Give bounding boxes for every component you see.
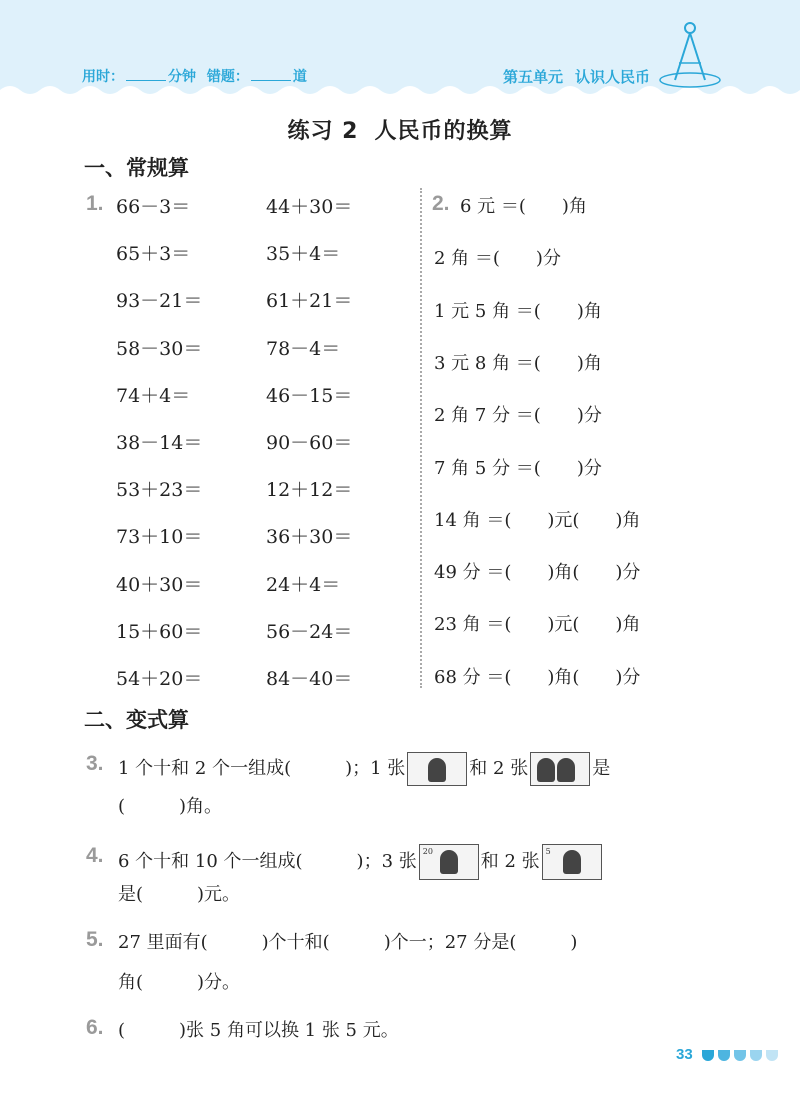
q5-line-1: 27 里面有( )个十和( )个一；27 分是( ) <box>118 932 578 953</box>
unit-title: 认识人民币 <box>575 68 651 86</box>
q3-text-a: 1 个十和 2 个一组成( )；1 张 <box>118 758 406 779</box>
q1-col2-equation: 61＋21＝ <box>266 290 353 313</box>
q2-conversion-item: 68 分 ＝( )角( )分 <box>434 666 641 688</box>
q1-col1-equation: 53＋23＝ <box>116 479 203 502</box>
q1-col1-equation: 54＋20＝ <box>116 668 203 690</box>
q3-line-1 <box>118 752 610 786</box>
q3-line-2: ( )角。 <box>118 796 223 817</box>
q1-col1-equation: 40＋30＝ <box>116 573 203 596</box>
q2-conversion-item: 2 角 7 分 ＝( )分 <box>434 405 602 427</box>
q2-conversion-item: 49 分 ＝( )角( )分 <box>434 562 641 584</box>
time-error-record <box>82 66 307 86</box>
q2-conversion-item: 2 角 ＝( )分 <box>434 248 561 270</box>
q1-col1-equation: 93－21＝ <box>116 290 203 313</box>
q2-conversion-item: 1 元 5 角 ＝( )角 <box>434 300 602 322</box>
section-title-1: 一、常规算 <box>84 156 189 180</box>
q2-conversion-item: 3 元 8 角 ＝( )角 <box>434 352 602 374</box>
footer-drops <box>700 1048 790 1062</box>
banknote-1-jiao-image <box>407 752 467 786</box>
q3-text-c: 是 <box>592 758 611 779</box>
q4-line-2: 是( )元。 <box>118 884 241 905</box>
time-unit: 分钟 <box>168 69 196 85</box>
q1-col2-equation: 84－40＝ <box>266 668 353 690</box>
q1-col2-equation: 44＋30＝ <box>266 196 353 218</box>
section-title-2: 二、变式算 <box>84 708 189 732</box>
q1-col2-equation: 56－24＝ <box>266 620 353 643</box>
note-5-label: 5 <box>545 847 551 856</box>
title-exercise: 练习 2 <box>287 119 359 144</box>
banknote-2-jiao-image <box>530 752 590 786</box>
question-number-6: 6. <box>86 1016 104 1039</box>
note-20-label: 20 <box>422 847 433 856</box>
q2-conversion-item: 14 角 ＝( )元( )角 <box>434 509 641 531</box>
page-number: 33 <box>676 1046 693 1063</box>
errors-unit: 道 <box>292 69 307 85</box>
title-topic: 人民币的换算 <box>374 119 513 144</box>
q1-col2-equation: 12＋12＝ <box>266 479 353 502</box>
q1-col2-equation: 46－15＝ <box>266 384 353 407</box>
errors-blank[interactable] <box>251 80 291 81</box>
time-blank[interactable] <box>126 80 166 81</box>
q1-col2-equation: 90－60＝ <box>266 432 353 454</box>
q1-col1-equation: 58－30＝ <box>116 337 203 360</box>
q5-line-2: 角( )分。 <box>118 972 241 993</box>
page-title <box>0 114 800 145</box>
q1-col2-equation: 36＋30＝ <box>266 526 353 549</box>
q4-text-a: 6 个十和 10 个一组成( )；3 张 <box>118 851 417 872</box>
q1-col1-equation: 74＋4＝ <box>116 384 191 407</box>
q1-col2-equation: 78－4＝ <box>266 337 341 360</box>
q2-conversion-item: 6 元 ＝( )角 <box>460 196 587 217</box>
q1-col2-equation: 35＋4＝ <box>266 243 341 266</box>
banknote-20-yuan-image <box>419 844 479 880</box>
question-number-2: 2. <box>432 192 450 215</box>
q1-col1-equation: 73＋10＝ <box>116 526 203 549</box>
q1-col1-equation: 15＋60＝ <box>116 620 203 643</box>
q3-text-b: 和 2 张 <box>469 758 529 779</box>
compass-icon <box>655 18 725 93</box>
time-label: 用时： <box>82 69 124 85</box>
unit-label: 第五单元 <box>503 68 564 86</box>
column-divider <box>420 188 422 688</box>
errors-label: 错题： <box>206 69 249 85</box>
question-number-3: 3. <box>86 752 104 775</box>
q2-conversion-item: 23 角 ＝( )元( )角 <box>434 614 641 636</box>
q6-line-1: ( )张 5 角可以换 1 张 5 元。 <box>118 1020 399 1041</box>
q1-col1-equation: 38－14＝ <box>116 432 203 454</box>
question-number-1: 1. <box>86 192 104 215</box>
question-number-4: 4. <box>86 844 104 867</box>
q4-text-b: 和 2 张 <box>480 851 540 872</box>
unit-heading <box>503 66 662 87</box>
q2-conversion-item: 7 角 5 分 ＝( )分 <box>434 457 602 479</box>
q1-col1-equation: 65＋3＝ <box>116 243 191 266</box>
q1-col2-equation: 24＋4＝ <box>266 573 341 596</box>
q1-col1-equation: 66－3＝ <box>116 196 191 218</box>
q4-line-1 <box>118 844 604 880</box>
banknote-5-yuan-image <box>542 844 602 880</box>
question-number-5: 5. <box>86 928 104 951</box>
